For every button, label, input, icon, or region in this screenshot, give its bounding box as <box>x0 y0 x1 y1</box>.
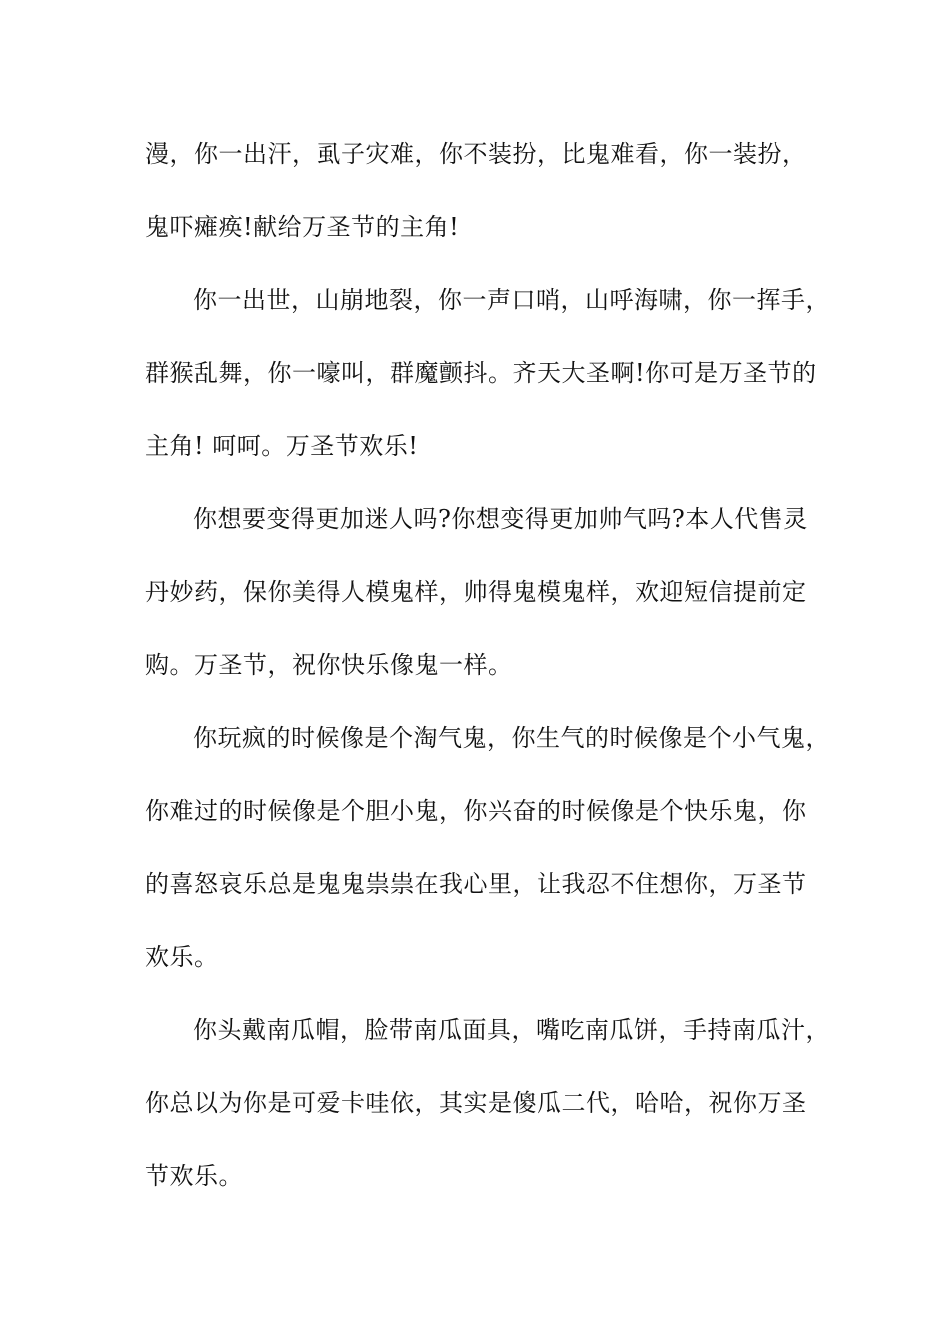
text-line: 漫，你一出汗，虱子灾难，你不装扮，比鬼难看，你一装扮， <box>145 140 807 168</box>
paragraph-start-line: 你头戴南瓜帽，脸带南瓜面具，嘴吃南瓜饼，手持南瓜汁， <box>193 1016 830 1044</box>
text-line: 节欢乐。 <box>145 1162 243 1190</box>
paragraph-start-line: 你玩疯的时候像是个淘气鬼，你生气的时候像是个小气鬼， <box>193 724 830 752</box>
text-line: 的喜怒哀乐总是鬼鬼祟祟在我心里，让我忍不住想你，万圣节 <box>145 870 807 898</box>
text-line: 你总以为你是可爱卡哇依，其实是傻瓜二代，哈哈，祝你万圣 <box>145 1089 807 1117</box>
text-line: 主角! 呵呵。万圣节欢乐! <box>145 432 419 460</box>
body-text <box>145 118 835 1213</box>
text-line: 群猴乱舞，你一嚎叫，群魔颤抖。齐天大圣啊!你可是万圣节的 <box>145 359 817 387</box>
paragraph-start-line: 你一出世，山崩地裂，你一声口哨，山呼海啸，你一挥手， <box>193 286 830 314</box>
text-line: 购。万圣节，祝你快乐像鬼一样。 <box>145 651 513 679</box>
text-line: 丹妙药，保你美得人模鬼样，帅得鬼模鬼样，欢迎短信提前定 <box>145 578 807 606</box>
text-line: 鬼吓瘫痪!献给万圣节的主角! <box>145 213 460 241</box>
paragraph-start-line: 你想要变得更加迷人吗?你想变得更加帅气吗?本人代售灵 <box>193 505 808 533</box>
text-line: 你难过的时候像是个胆小鬼，你兴奋的时候像是个快乐鬼，你 <box>145 797 807 825</box>
text-line: 欢乐。 <box>145 943 219 971</box>
